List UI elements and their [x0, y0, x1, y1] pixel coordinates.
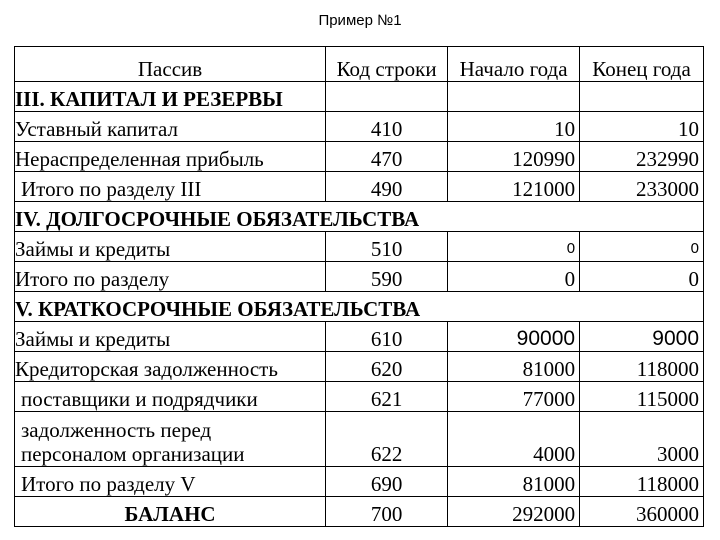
table-row	[15, 172, 704, 202]
row-start-value: 81000	[448, 467, 580, 497]
row-name	[15, 412, 326, 467]
header-line-code: Код строки	[326, 47, 448, 82]
row-name: Нераспределенная прибыль	[15, 142, 326, 172]
row-code: 621	[326, 382, 448, 412]
header-passive: Пассив	[15, 47, 326, 82]
row-name: Займы и кредиты	[15, 322, 326, 352]
row-name: Итого по разделу	[15, 262, 326, 292]
table-row	[15, 142, 704, 172]
row-code: 690	[326, 467, 448, 497]
row-start-value: 0	[448, 232, 580, 262]
section-row	[15, 202, 704, 232]
row-name: поставщики и подрядчики	[15, 382, 326, 412]
row-end-value: 9000	[580, 322, 704, 352]
row-code: 490	[326, 172, 448, 202]
row-code: 700	[326, 497, 448, 527]
section-title-short-term: V. КРАТКОСРОЧНЫЕ ОБЯЗАТЕЛЬСТВА	[15, 292, 704, 322]
row-start-value: 0	[448, 262, 580, 292]
table-row	[15, 112, 704, 142]
row-end-value: 118000	[580, 467, 704, 497]
header-year-end: Конец года	[580, 47, 704, 82]
row-end-value: 115000	[580, 382, 704, 412]
table-row	[15, 232, 704, 262]
row-end-value: 3000	[580, 412, 704, 467]
row-code: 470	[326, 142, 448, 172]
row-start-value: 90000	[448, 322, 580, 352]
row-end-value: 360000	[580, 497, 704, 527]
row-code: 610	[326, 322, 448, 352]
table-row	[15, 412, 704, 467]
table-row	[15, 262, 704, 292]
row-start-value: 81000	[448, 352, 580, 382]
section-title-long-term: IV. ДОЛГОСРОЧНЫЕ ОБЯЗАТЕЛЬСТВА	[15, 202, 704, 232]
row-start-value: 292000	[448, 497, 580, 527]
row-code: 510	[326, 232, 448, 262]
row-name: Кредиторская задолженность	[15, 352, 326, 382]
section-row	[15, 292, 704, 322]
row-start-value: 4000	[448, 412, 580, 467]
row-name-balance: БАЛАНС	[15, 497, 326, 527]
table-row	[15, 322, 704, 352]
row-end-value: 0	[580, 232, 704, 262]
row-end-value: 10	[580, 112, 704, 142]
section-title-capital: III. КАПИТАЛ И РЕЗЕРВЫ	[15, 82, 326, 112]
row-end-value: 233000	[580, 172, 704, 202]
row-code: 622	[326, 412, 448, 467]
table-row	[15, 352, 704, 382]
row-start-value: 77000	[448, 382, 580, 412]
row-start-value: 120990	[448, 142, 580, 172]
header-year-start: Начало года	[448, 47, 580, 82]
section-row	[15, 82, 704, 112]
row-end-value: 232990	[580, 142, 704, 172]
row-end-value: 118000	[580, 352, 704, 382]
table-row	[15, 467, 704, 497]
balance-sheet-table	[14, 46, 704, 527]
row-code: 410	[326, 112, 448, 142]
row-code: 620	[326, 352, 448, 382]
page-caption: Пример №1	[318, 12, 402, 29]
row-name-line2: персоналом организации	[21, 442, 245, 466]
row-name: Итого по разделу V	[15, 467, 326, 497]
row-code: 590	[326, 262, 448, 292]
row-name: Уставный капитал	[15, 112, 326, 142]
table-row	[15, 497, 704, 527]
table-row	[15, 382, 704, 412]
row-end-value: 0	[580, 262, 704, 292]
row-start-value: 121000	[448, 172, 580, 202]
table-header-row	[15, 47, 704, 82]
row-name: Займы и кредиты	[15, 232, 326, 262]
row-start-value: 10	[448, 112, 580, 142]
row-name-line1: задолженность перед	[21, 418, 212, 442]
row-name: Итого по разделу III	[15, 172, 326, 202]
